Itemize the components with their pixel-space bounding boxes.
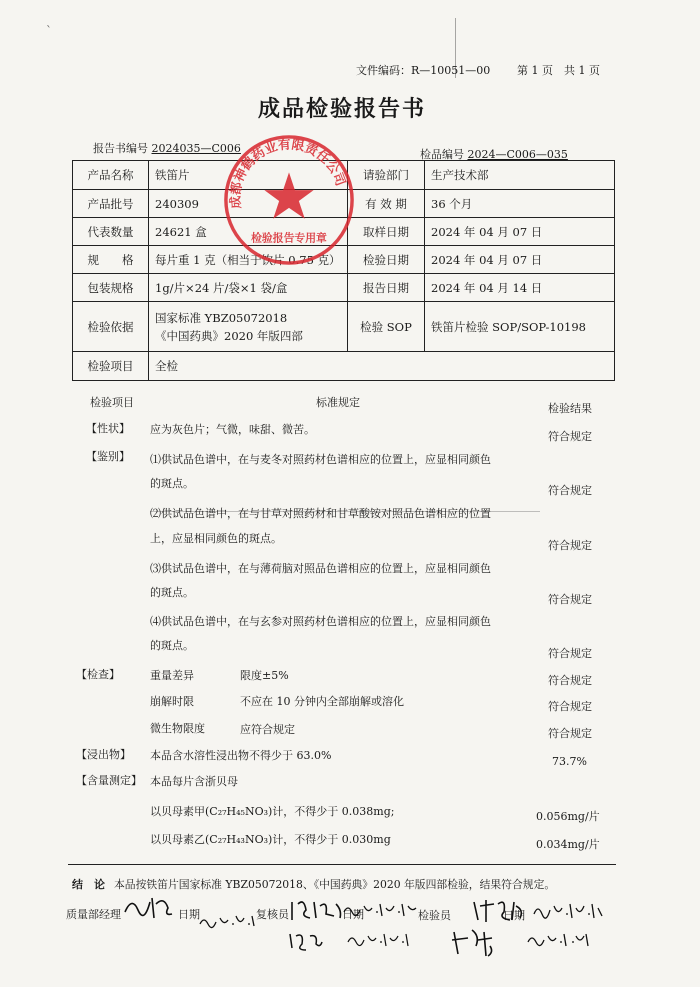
validity: 36 个月 [425,190,615,218]
conclusion-text: 本品按铁笛片国家标准 YBZ05072018、《中国药典》2020 年版四部检验，结果符合规定。 [114,878,556,891]
reviewer-date-label: 日期 [342,908,364,921]
col-standard: 标准规定 [316,396,360,409]
jianbie-4-line-b: 的斑点。 [150,639,194,652]
xingzhuang-result: 符合规定 [548,430,592,443]
jianbie-4-result: 符合规定 [548,647,592,660]
page-info: 第 1 页 共 1 页 [517,64,600,77]
second-reviewer-signature [286,928,326,952]
hanliang-1-result: 0.056mg/片 [536,810,600,823]
jianbie-1-result: 符合规定 [548,484,592,497]
section-jiancha: 【检查】 [76,668,120,681]
col-result: 检验结果 [548,402,592,415]
scan-dot: ˋ [46,24,52,38]
qty-label: 代表数量 [73,218,149,246]
jiancha-2-standard: 不应在 10 分钟内全部崩解或溶化 [240,695,404,708]
reviewer-signature [288,896,348,924]
second-reviewer-date-signature [344,932,414,950]
basis-label: 检验依据 [73,302,149,352]
qty: 24621 盒 [149,218,348,246]
batch: 240309 [149,190,348,218]
basis-cell [149,302,348,352]
batch-label: 产品批号 [73,190,149,218]
report-date: 2024 年 04 月 14 日 [425,274,615,302]
inspect-date-label: 检验日期 [348,246,425,274]
file-code: 文件编码：R—10051—00 [356,64,491,77]
product-name: 铁笛片 [149,161,348,190]
section-jianbie: 【鉴别】 [86,450,130,463]
report-number-row [93,140,241,156]
product-name-label: 产品名称 [73,161,149,190]
sample-date: 2024 年 04 月 07 日 [425,218,615,246]
jiancha-3-result: 符合规定 [548,727,592,740]
qa-manager-label: 质量部经理 [66,908,121,921]
svg-text:成都神鹤药业有限责任公司: 成都神鹤药业有限责任公司 [228,137,348,210]
conclusion-label: 结 论 [72,878,105,891]
report-number-label: 报告书编号 [93,142,148,155]
section-hanliang: 【含量测定】 [76,774,142,787]
inspector-label: 检验员 [418,909,451,922]
jiancha-1-result: 符合规定 [548,674,592,687]
jianbie-3-line-b: 的斑点。 [150,586,194,599]
basis-line-1: 国家标准 YBZ05072018 [155,310,288,325]
inspect-number: 2024—C006—035 [467,148,568,161]
pack-label: 包装规格 [73,274,149,302]
jianbie-3-line-a: ⑶供试品色谱中，在与薄荷脑对照品色谱相应的位置上，应显相同颜色 [150,562,491,575]
report-number: 2024035—C006 [151,142,241,155]
hanliang-standard: 本品每片含浙贝母 [150,775,238,788]
section-jinchuwu: 【浸出物】 [76,748,131,761]
spec: 每片重 1 克（相当于饮片 0.75 克） [149,246,348,274]
jianbie-4-line-a: ⑷供试品色谱中，在与玄参对照药材色谱相应的位置上，应显相同颜色 [150,615,491,628]
jiancha-2-result: 符合规定 [548,700,592,713]
second-inspector-signature [448,926,498,960]
hanliang-2-result: 0.034mg/片 [536,838,600,851]
jinchuwu-result: 73.7% [552,755,587,768]
validity-label: 有 效 期 [348,190,425,218]
pack: 1g/片×24 片/袋×1 袋/盒 [149,274,348,302]
reviewer-label: 复核员 [256,908,289,921]
section-xingzhuang: 【性状】 [86,422,130,435]
jianbie-1-line-a: ⑴供试品色谱中，在与麦冬对照药材色谱相应的位置上，应显相同颜色 [150,453,491,466]
hanliang-2-standard: 以贝母素乙(C₂₇H₄₃NO₃)计，不得少于 0.030mg [150,833,391,846]
request-dept-label: 请验部门 [348,161,425,190]
qa-date-label: 日期 [178,908,200,921]
hanliang-1-standard: 以贝母素甲(C₂₇H₄₅NO₃)计，不得少于 0.038mg; [150,805,395,818]
qa-manager-signature [120,892,180,922]
jianbie-1-line-b: 的斑点。 [150,477,194,490]
xingzhuang-standard: 应为灰色片；气微，味甜、微苦。 [150,423,315,436]
second-inspector-date-signature [524,930,596,952]
jianbie-3-result: 符合规定 [548,593,592,606]
jianbie-2-line-a: ⑵供试品色谱中，在与甘草对照药材和甘草酸铵对照品色谱相应的位置 [150,507,491,520]
jinchuwu-standard: 本品含水溶性浸出物不得少于 63.0% [150,749,332,762]
sop: 铁笛片检验 SOP/SOP-10198 [425,302,615,352]
inspector-date-signature [530,900,606,922]
item-label: 检验项目 [73,352,149,381]
jianbie-2-line-b: 上，应显相同颜色的斑点。 [150,532,282,545]
item-value: 全检 [149,352,615,381]
report-date-label: 报告日期 [348,274,425,302]
jiancha-2-name: 崩解时限 [150,695,194,708]
inspect-date: 2024 年 04 月 07 日 [425,246,615,274]
jianbie-2-result: 符合规定 [548,539,592,552]
page-title: 成品检验报告书 [258,96,427,122]
sample-date-label: 取样日期 [348,218,425,246]
qa-date-signature [198,910,258,932]
col-item: 检验项目 [90,396,134,409]
sop-label: 检验 SOP [348,302,425,352]
svg-text:检验报告专用章: 检验报告专用章 [251,231,327,245]
request-dept: 生产技术部 [425,161,615,190]
jiancha-3-standard: 应符合规定 [240,723,295,736]
jiancha-1-standard: 限度±5% [240,669,289,682]
jiancha-1-name: 重量差异 [150,669,194,682]
info-table [72,160,615,381]
basis-line-2: 《中国药典》2020 年版四部 [155,328,303,343]
inspector-date-label: 日期 [503,909,525,922]
inspect-number-label: 检品编号 [420,148,464,161]
spec-label: 规 格 [73,246,149,274]
jiancha-3-name: 微生物限度 [150,722,205,735]
conclusion-divider [68,864,616,865]
